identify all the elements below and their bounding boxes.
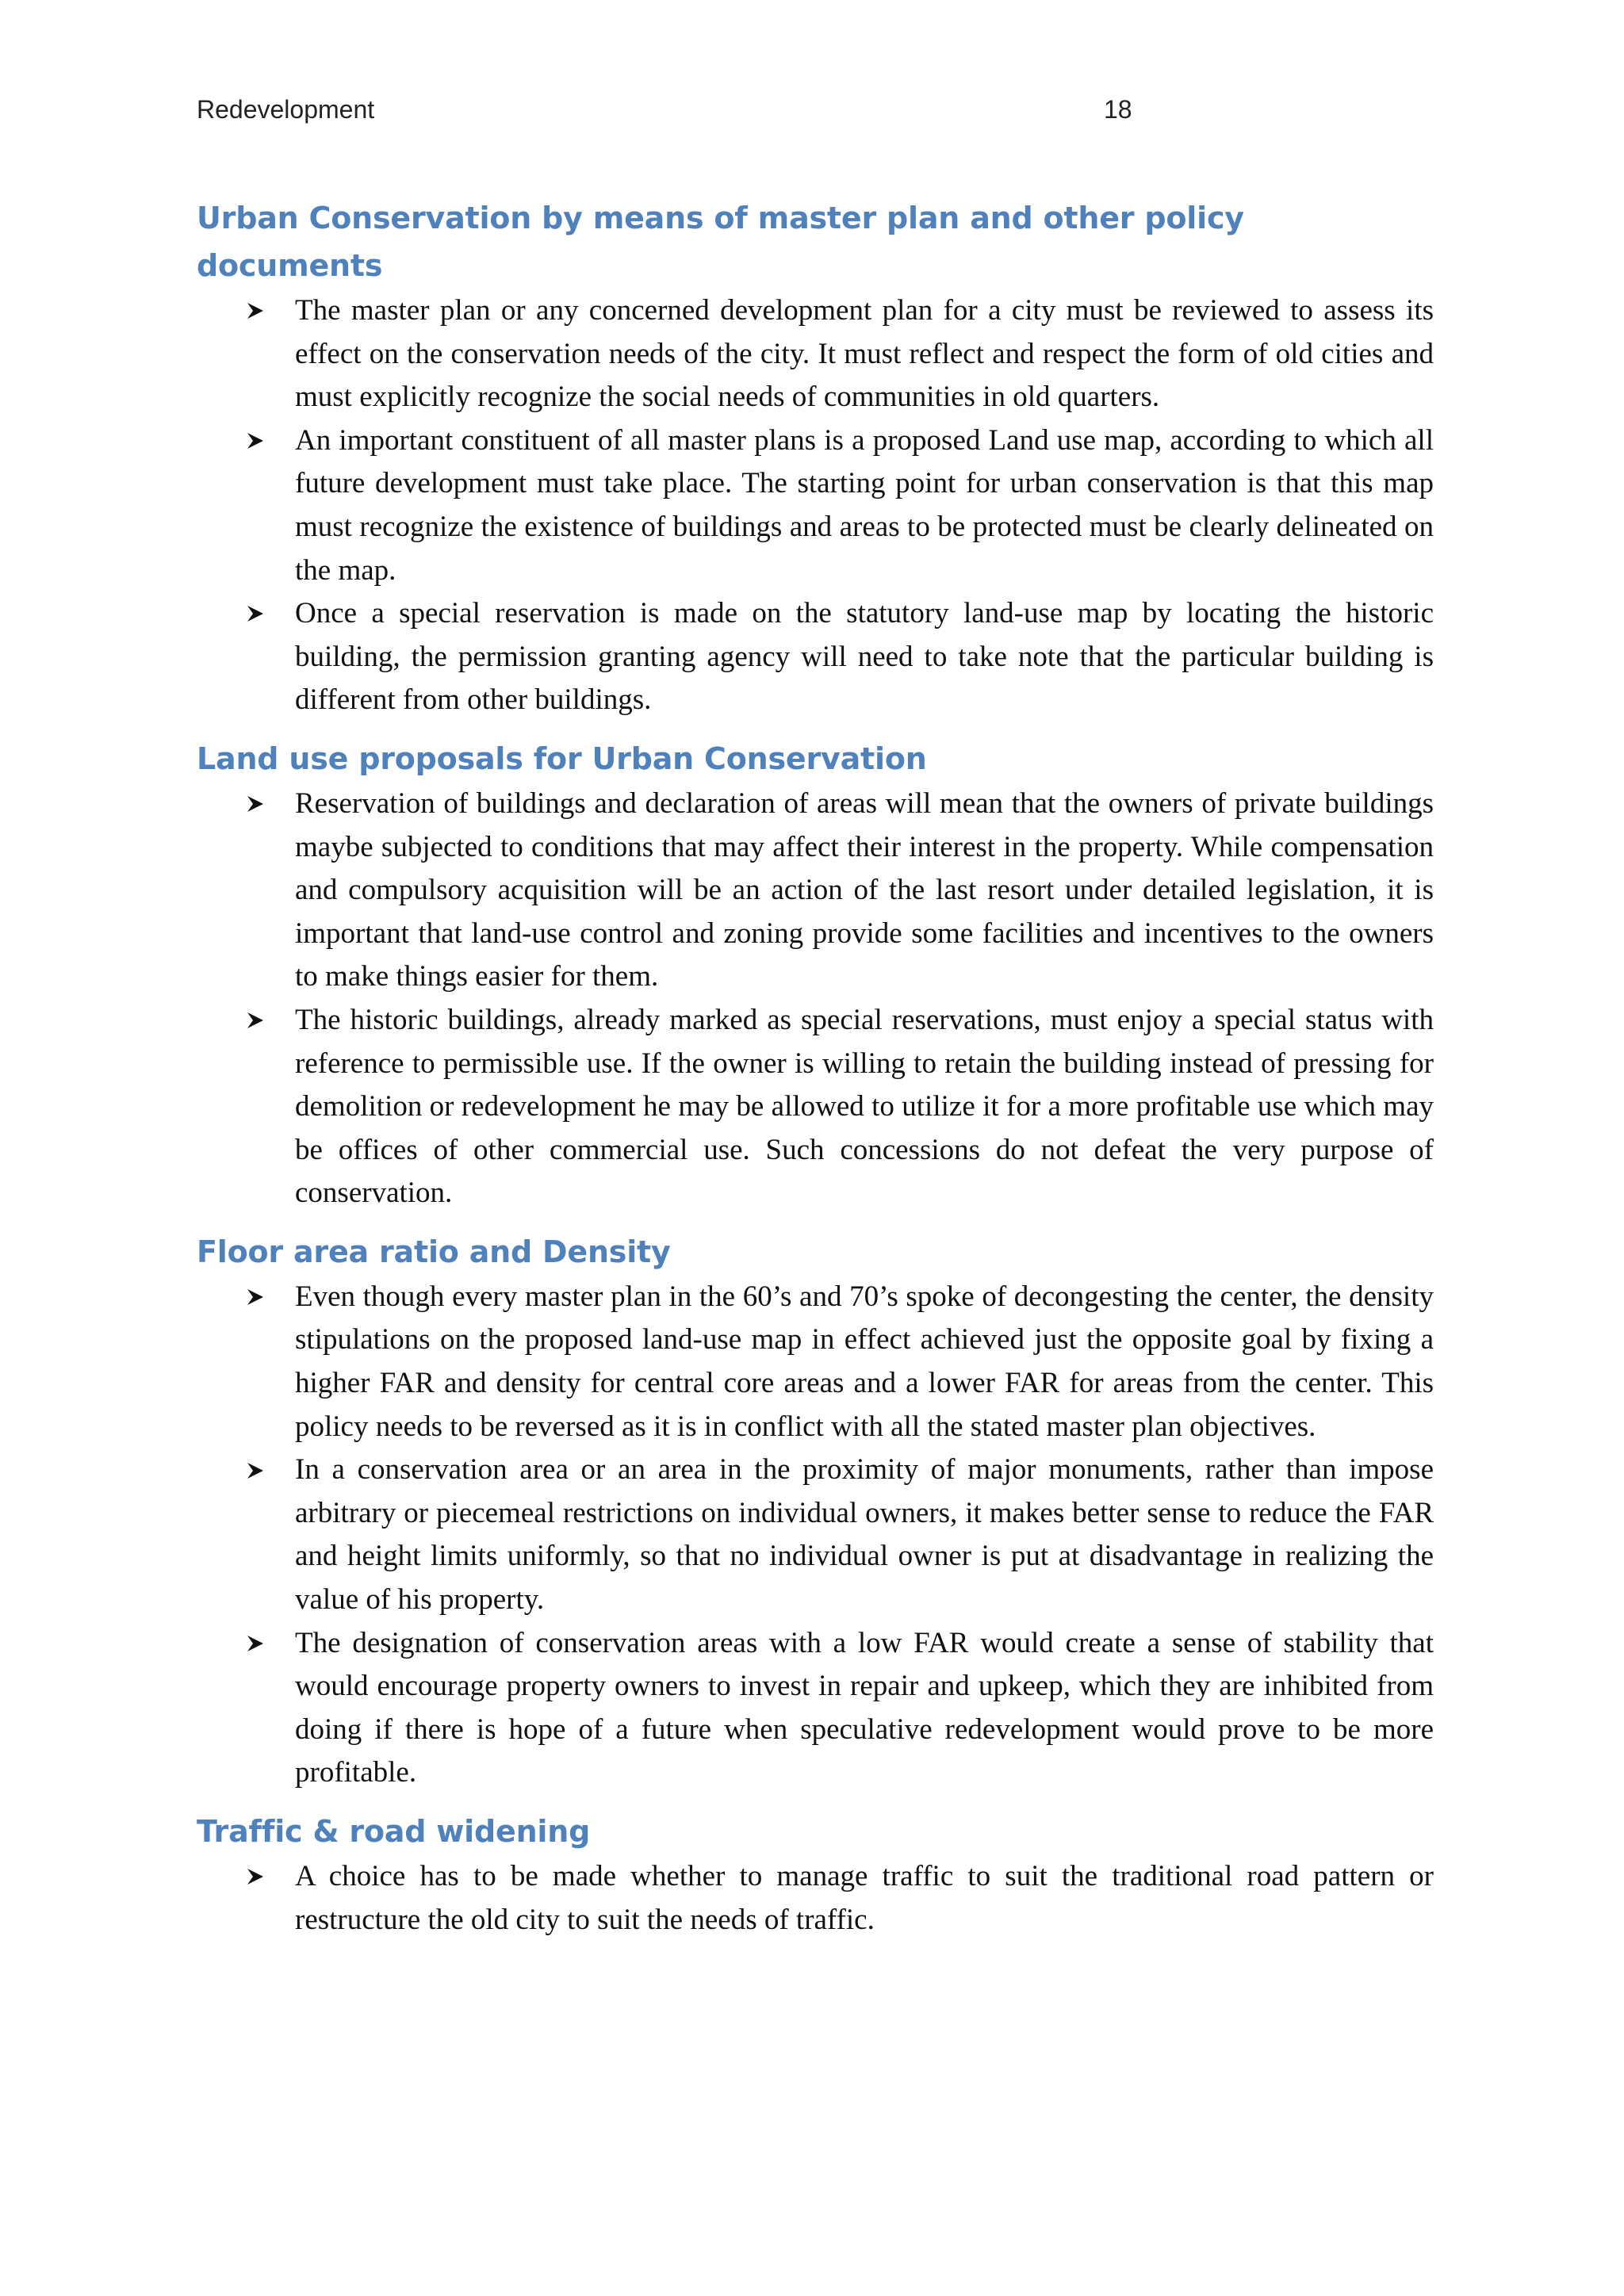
bullet-item xyxy=(197,289,1434,419)
bullet-item xyxy=(197,592,1434,722)
document-body xyxy=(197,194,1434,1942)
arrow-bullet-icon xyxy=(246,289,271,333)
bullet-item xyxy=(197,783,1434,999)
bullet-text: The historic buildings, already marked as special reservations, must enjoy a special status with reference to permissible use. If the owner is willing to retain the building instead of pressing for demolition or redevelopment he may be allowed to utilize it for a more profitable use which may be offices of other commercial use. Such concessions do not defeat the very purpose of conservation. xyxy=(295,1003,1434,1210)
section-heading: Land use proposals for Urban Conservation xyxy=(197,740,927,776)
bullet-item xyxy=(197,419,1434,592)
bullet-item xyxy=(197,1448,1434,1621)
section-floor-area-ratio xyxy=(197,1228,1434,1795)
arrow-bullet-icon xyxy=(246,419,271,463)
section-heading: Floor area ratio and Density xyxy=(197,1234,671,1269)
section-heading: Traffic & road widening xyxy=(197,1814,591,1849)
arrow-bullet-icon xyxy=(246,1622,271,1666)
bullet-text: An important constituent of all master plans is a proposed Land use map, according to which all future development must take place. The starting point for urban conservation is that this map must recognize the existence of buildings and areas to be protected must be clearly delineated on the map. xyxy=(295,423,1434,587)
bullet-text: The designation of conservation areas with a low FAR would create a sense of stability that would encourage property owners to invest in repair and upkeep, which they are inhibited from doing if there is hope of a future when speculative redevelopment would prove to be more profitable. xyxy=(295,1626,1434,1789)
bullet-item xyxy=(197,1276,1434,1448)
arrow-bullet-icon xyxy=(246,1855,271,1899)
arrow-bullet-icon xyxy=(246,783,271,826)
section-heading: Urban Conservation by means of master plan and other policy documents xyxy=(197,201,1244,283)
arrow-bullet-icon xyxy=(246,592,271,636)
bullet-list xyxy=(197,289,1434,722)
section-master-plan xyxy=(197,194,1434,722)
bullet-text: In a conservation area or an area in the proximity of major monuments, rather than impose arbitrary or piecemeal restrictions on individual owners, it makes better sense to reduce the FAR and height limits uniformly, so that no individual owner is put at disadvantage in realizing the value of his property. xyxy=(295,1453,1434,1617)
bullet-text: Once a special reservation is made on the statutory land-use map by locating the historic building, the permission granting agency will need to take note that the particular building is different from other buildings. xyxy=(295,597,1434,717)
header-title: Redevelopment xyxy=(197,95,375,124)
bullet-text: Even though every master plan in the 60’s and 70’s spoke of decongesting the center, the density stipulations on the proposed land-use map in effect achieved just the opposite goal by fixing a higher FAR and density for central core areas and a lower FAR for areas from the center. This policy needs to be reversed as it is in conflict with all the stated master plan objectives. xyxy=(295,1280,1434,1443)
section-land-use xyxy=(197,735,1434,1215)
bullet-text: Reservation of buildings and declaration of areas will mean that the owners of private buildings maybe subjected to conditions that may affect their interest in the property. While compensation and compulsory acquisition will be an action of the last resort under detailed legislation, it is important that land-use control and zoning provide some facilities and incentives to the owners to make things easier for them. xyxy=(295,786,1434,993)
bullet-text: A choice has to be made whether to manage traffic to suit the traditional road pattern or restructure the old city to suit the needs of traffic. xyxy=(295,1860,1434,1936)
bullet-list xyxy=(197,1276,1434,1795)
bullet-item xyxy=(197,1855,1434,1942)
bullet-list xyxy=(197,783,1434,1215)
page-number: 18 xyxy=(1104,95,1132,124)
bullet-text: The master plan or any concerned development plan for a city must be reviewed to assess its effect on the conservation needs of the city. It must reflect and respect the form of old cities and must explicitly recognize the social needs of communities in old quarters. xyxy=(295,294,1434,414)
running-header xyxy=(197,95,1135,127)
arrow-bullet-icon xyxy=(246,1448,271,1492)
section-traffic xyxy=(197,1808,1434,1942)
bullet-list xyxy=(197,1855,1434,1942)
bullet-item xyxy=(197,999,1434,1215)
arrow-bullet-icon xyxy=(246,999,271,1043)
arrow-bullet-icon xyxy=(246,1276,271,1319)
bullet-item xyxy=(197,1622,1434,1795)
